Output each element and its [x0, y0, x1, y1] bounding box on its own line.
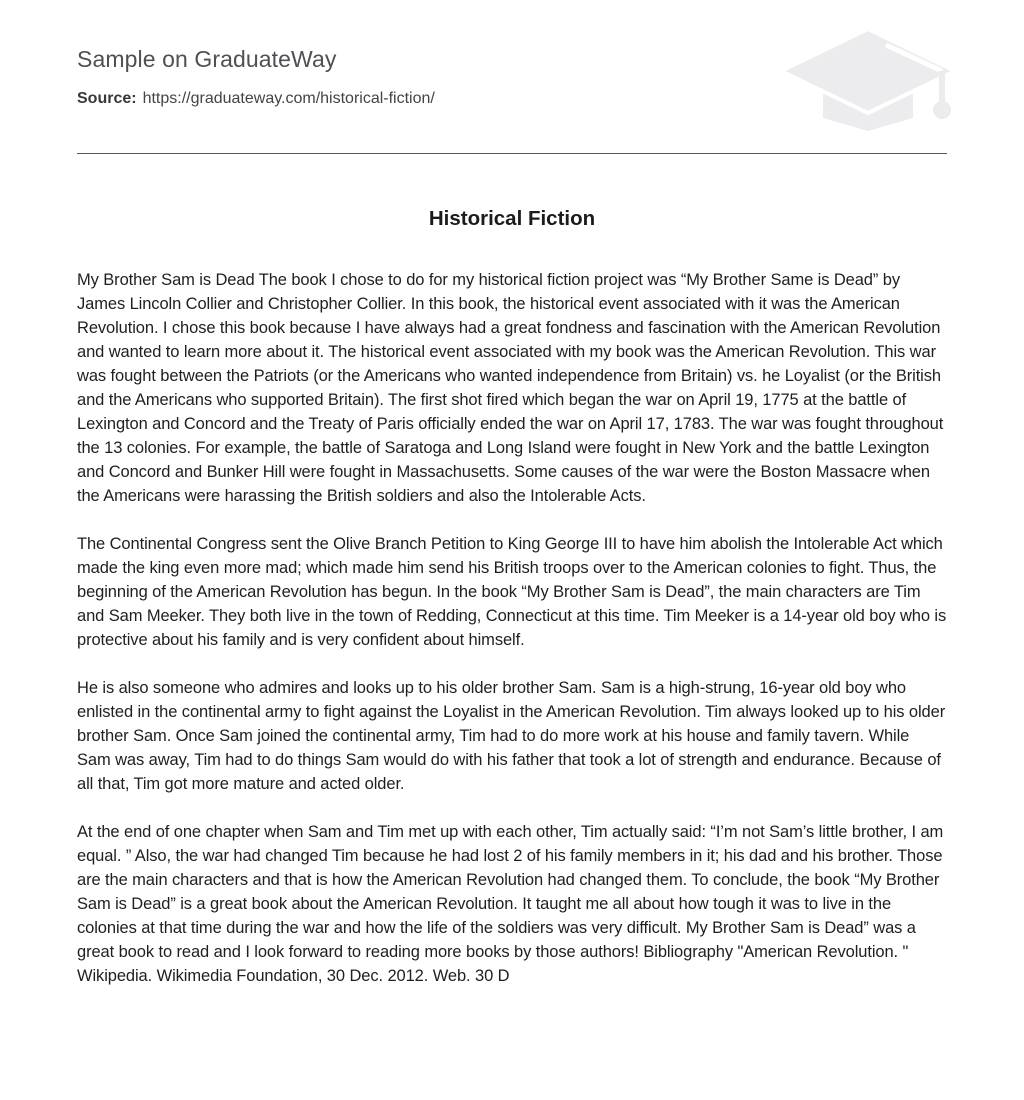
essay-title: Historical Fiction: [428, 207, 596, 230]
essay-paragraph: At the end of one chapter when Sam and Tim met up with each other, Tim actually said: “I’m not Sam’s little brother, I am equal. ” Also, the war had changed Tim because he had lost 2 of his family members in it; his dad and his brother. Those are the main characters and that is how the American Revolution had changed them. To conclude, the book “My Brother Sam is Dead” is a great book about the American Revolution. It taught me all about how tough it was to live in the colonies at that time during the war and how the life of the soldiers was very difficult. My Brother Sam is Dead” was a great book to read and I look forward to reading more books by those authors! Bibliography "American Revolution. " Wikipedia. Wikimedia Foundation, 30 Dec. 2012. Web. 30 D: [77, 823, 944, 985]
source-label: Source:: [77, 90, 137, 107]
page: [77, 0, 947, 988]
page-title: Sample on GraduateWay: [77, 46, 337, 72]
source-url-link[interactable]: https://graduateway.com/historical-fiction/: [142, 90, 435, 107]
divider: [77, 153, 947, 154]
essay: [77, 207, 947, 988]
header: [77, 0, 947, 108]
essay-paragraph: He is also someone who admires and looks up to his older brother Sam. Sam is a high-strung, 16-year old boy who enlisted in the continental army to fight against the Loyalist in the American Revolution. Tim always looked up to his older brother Sam. Once Sam joined the continental army, Tim had to do more work at his house and family tavern. While Sam was away, Tim had to do things Sam would do with his father that took a lot of strength and endurance. Because of all that, Tim got more mature and acted older.: [77, 679, 946, 793]
essay-paragraph: The Continental Congress sent the Olive Branch Petition to King George III to have him abolish the Intolerable Act which made the king even more mad; which made him send his British troops over to the American colonies to fight. Thus, the beginning of the American Revolution has begun. In the book “My Brother Sam is Dead”, the main characters are Tim and Sam Meeker. They both live in the town of Redding, Connecticut at this time. Tim Meeker is a 14-year old boy who is protective about his family and is very confident about himself.: [77, 535, 947, 649]
graduation-cap-icon: [779, 28, 957, 134]
essay-paragraph: My Brother Sam is Dead The book I chose to do for my historical fiction project was “My Brother Same is Dead” by James Lincoln Collier and Christopher Collier. In this book, the historical event associated with it was the American Revolution. I chose this book because I have always had a great fondness and fascination with the American Revolution and wanted to learn more about it. The historical event associated with my book was the American Revolution. This war was fought between the Patriots (or the Americans who wanted independence from Britain) vs. he Loyalist (or the British and the Americans who supported Britain). The first shot fired which began the war on April 19, 1775 at the battle of Lexington and Concord and the Treaty of Paris officially ended the war on April 17, 1783. The war was fought throughout the 13 colonies. For example, the battle of Saratoga and Long Island were fought in New York and the battle Lexington and Concord and Bunker Hill were fought in Massachusetts. Some causes of the war were the Boston Massacre when the Americans were harassing the British soldiers and also the Intolerable Acts.: [77, 271, 944, 505]
